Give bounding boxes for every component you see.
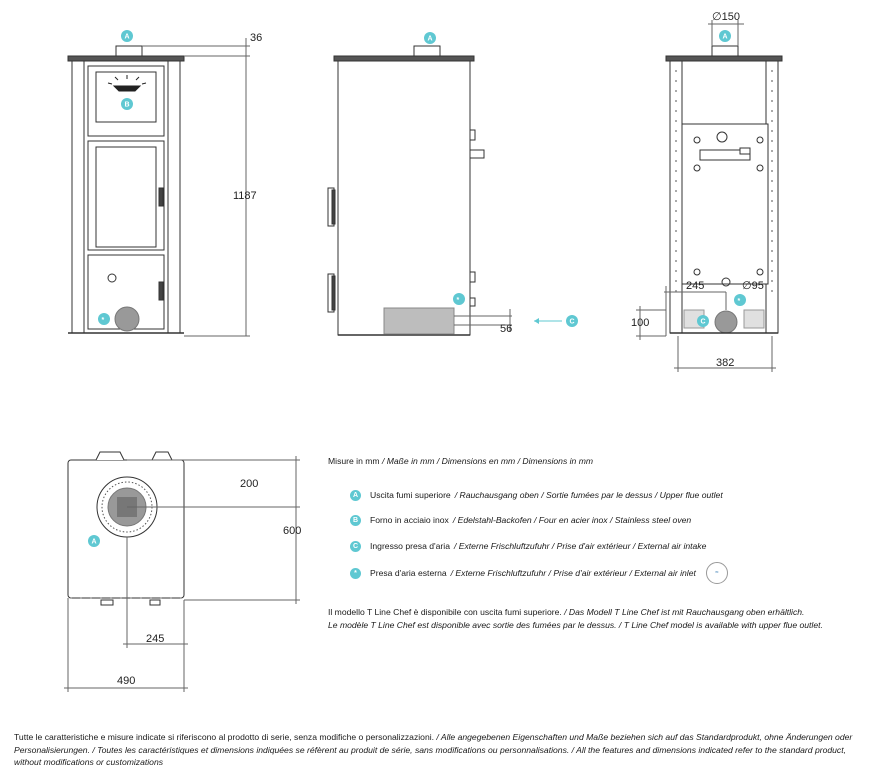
note-translation-2: Le modèle T Line Chef est disponible avec sortie des fumées par le dessus. / T Line Chef model is available with upper flue outlet.: [328, 620, 823, 630]
badge-a-front: [121, 30, 133, 42]
legend-trans-a: / Rauchausgang oben / Sortie fumées par le dessus / Upper flue outlet: [454, 490, 723, 500]
legend-item-star: [350, 566, 728, 580]
dim-front-top-offset: 36: [250, 32, 263, 44]
disclaimer-footer: [14, 731, 864, 769]
svg-text:*: *: [456, 297, 460, 304]
dim-side-depth-offset: 56: [500, 323, 513, 335]
side-knob-2: [470, 150, 484, 158]
note-translation-1: / Das Modell T Line Chef ist mit Rauchausgang oben erhältlich.: [561, 607, 805, 617]
side-view: [328, 46, 562, 335]
dim-rear-inlet-diameter: ∅95: [742, 280, 764, 292]
dim-rear-inlet-height: 100: [631, 317, 650, 329]
badge-c-rear: [697, 315, 709, 327]
legend-badge-c: C: [350, 541, 361, 552]
model-note: [328, 606, 873, 632]
svg-text:C: C: [700, 318, 706, 326]
legend-item-a: [350, 488, 723, 502]
side-flue-stub: [414, 46, 440, 56]
badge-a-side: [424, 32, 436, 44]
legend-trans-star: / Externe Frischluftzufuhr / Prise d'air extérieur / External air inlet: [450, 568, 696, 578]
side-top-plate: [334, 56, 474, 61]
svg-text:A: A: [427, 35, 433, 43]
legend-trans-b: / Edelstahl-Backofen / Four en acier inox / Stainless steel oven: [452, 515, 692, 525]
dim-top-width: 490: [117, 675, 136, 687]
svg-text:B: B: [124, 101, 130, 109]
front-air-inlet: [115, 307, 139, 331]
rear-panel: [682, 124, 768, 284]
svg-text:A: A: [722, 33, 728, 41]
rear-view: [636, 20, 782, 372]
oven-window: [96, 72, 156, 122]
dim-top-depth: 600: [283, 525, 302, 537]
badge-star-rear: [734, 294, 746, 306]
fire-window: [96, 147, 156, 247]
fire-door-handle: [159, 188, 163, 206]
badge-c-side: [566, 315, 578, 327]
legend-badge-a: A: [350, 490, 361, 501]
front-top-plate: [68, 56, 184, 61]
rear-air-outlet: [715, 311, 737, 333]
dim-front-height: 1187: [233, 190, 257, 202]
legend-badge-star: *: [350, 568, 361, 579]
badge-b-front: [121, 98, 133, 110]
svg-text:A: A: [124, 33, 130, 41]
ash-door-handle: [159, 282, 163, 300]
side-knob-3: [470, 272, 475, 282]
dim-top-offset-y: 200: [240, 478, 259, 490]
legend-label-star: Presa d'aria esterna: [370, 568, 447, 578]
side-air-duct: [384, 308, 454, 334]
legend-item-c: [350, 539, 706, 553]
legend-trans-c: / Externe Frischluftzufuhr / Prise d'air extérieur / External air intake: [453, 541, 707, 551]
external-air-symbol-icon: ≈: [706, 562, 728, 584]
side-body: [338, 61, 470, 335]
rear-flue-stub: [712, 46, 738, 56]
badge-a-rear: [719, 30, 731, 42]
dim-rear-width: 382: [716, 357, 735, 369]
legend-item-b: [350, 513, 691, 527]
badge-a-top: [88, 535, 100, 547]
svg-text:A: A: [91, 538, 97, 546]
legend-label-c: Ingresso presa d'aria: [370, 541, 450, 551]
legend-label-b: Forno in acciaio inox: [370, 515, 449, 525]
dim-rear-offset: 245: [686, 280, 705, 292]
front-flue-stub: [116, 46, 142, 56]
footer-translations: / Alle angegebenen Eigenschaften und Maße beziehen sich auf das Standardprodukt, ohne Änderungen oder Personalisierungen. / Toutes les caractéristiques et dimensions indiquées se réfèrent au produit de série, sans modifications ou personnalisations. / All the features and dimensions indicated refer to the standard product, without modifications or customizations: [14, 732, 853, 767]
svg-text:*: *: [737, 298, 741, 305]
side-knob-1: [470, 130, 475, 140]
legend-units: [328, 456, 593, 466]
badge-star-side: [453, 293, 465, 305]
units-label: Misure in mm: [328, 456, 380, 466]
top-view: [64, 452, 300, 692]
svg-text:*: *: [101, 317, 105, 324]
dim-top-offset-x: 245: [146, 633, 165, 645]
side-knob-4: [470, 298, 475, 306]
badge-star-front: [98, 313, 110, 325]
note-italian: Il modello T Line Chef è disponibile con uscita fumi superiore.: [328, 607, 562, 617]
front-view: [68, 38, 250, 336]
footer-italian: Tutte le caratteristiche e misure indicate si riferiscono al prodotto di serie, senza modifiche o personalizzazioni.: [14, 732, 435, 742]
rear-top-plate: [666, 56, 782, 61]
units-translations: / Maße in mm / Dimensions en mm / Dimensions in mm: [379, 456, 594, 466]
legend-label-a: Uscita fumi superiore: [370, 490, 451, 500]
svg-text:C: C: [569, 318, 575, 326]
dim-flue-diameter: ∅150: [712, 11, 740, 23]
legend-badge-b: B: [350, 515, 361, 526]
